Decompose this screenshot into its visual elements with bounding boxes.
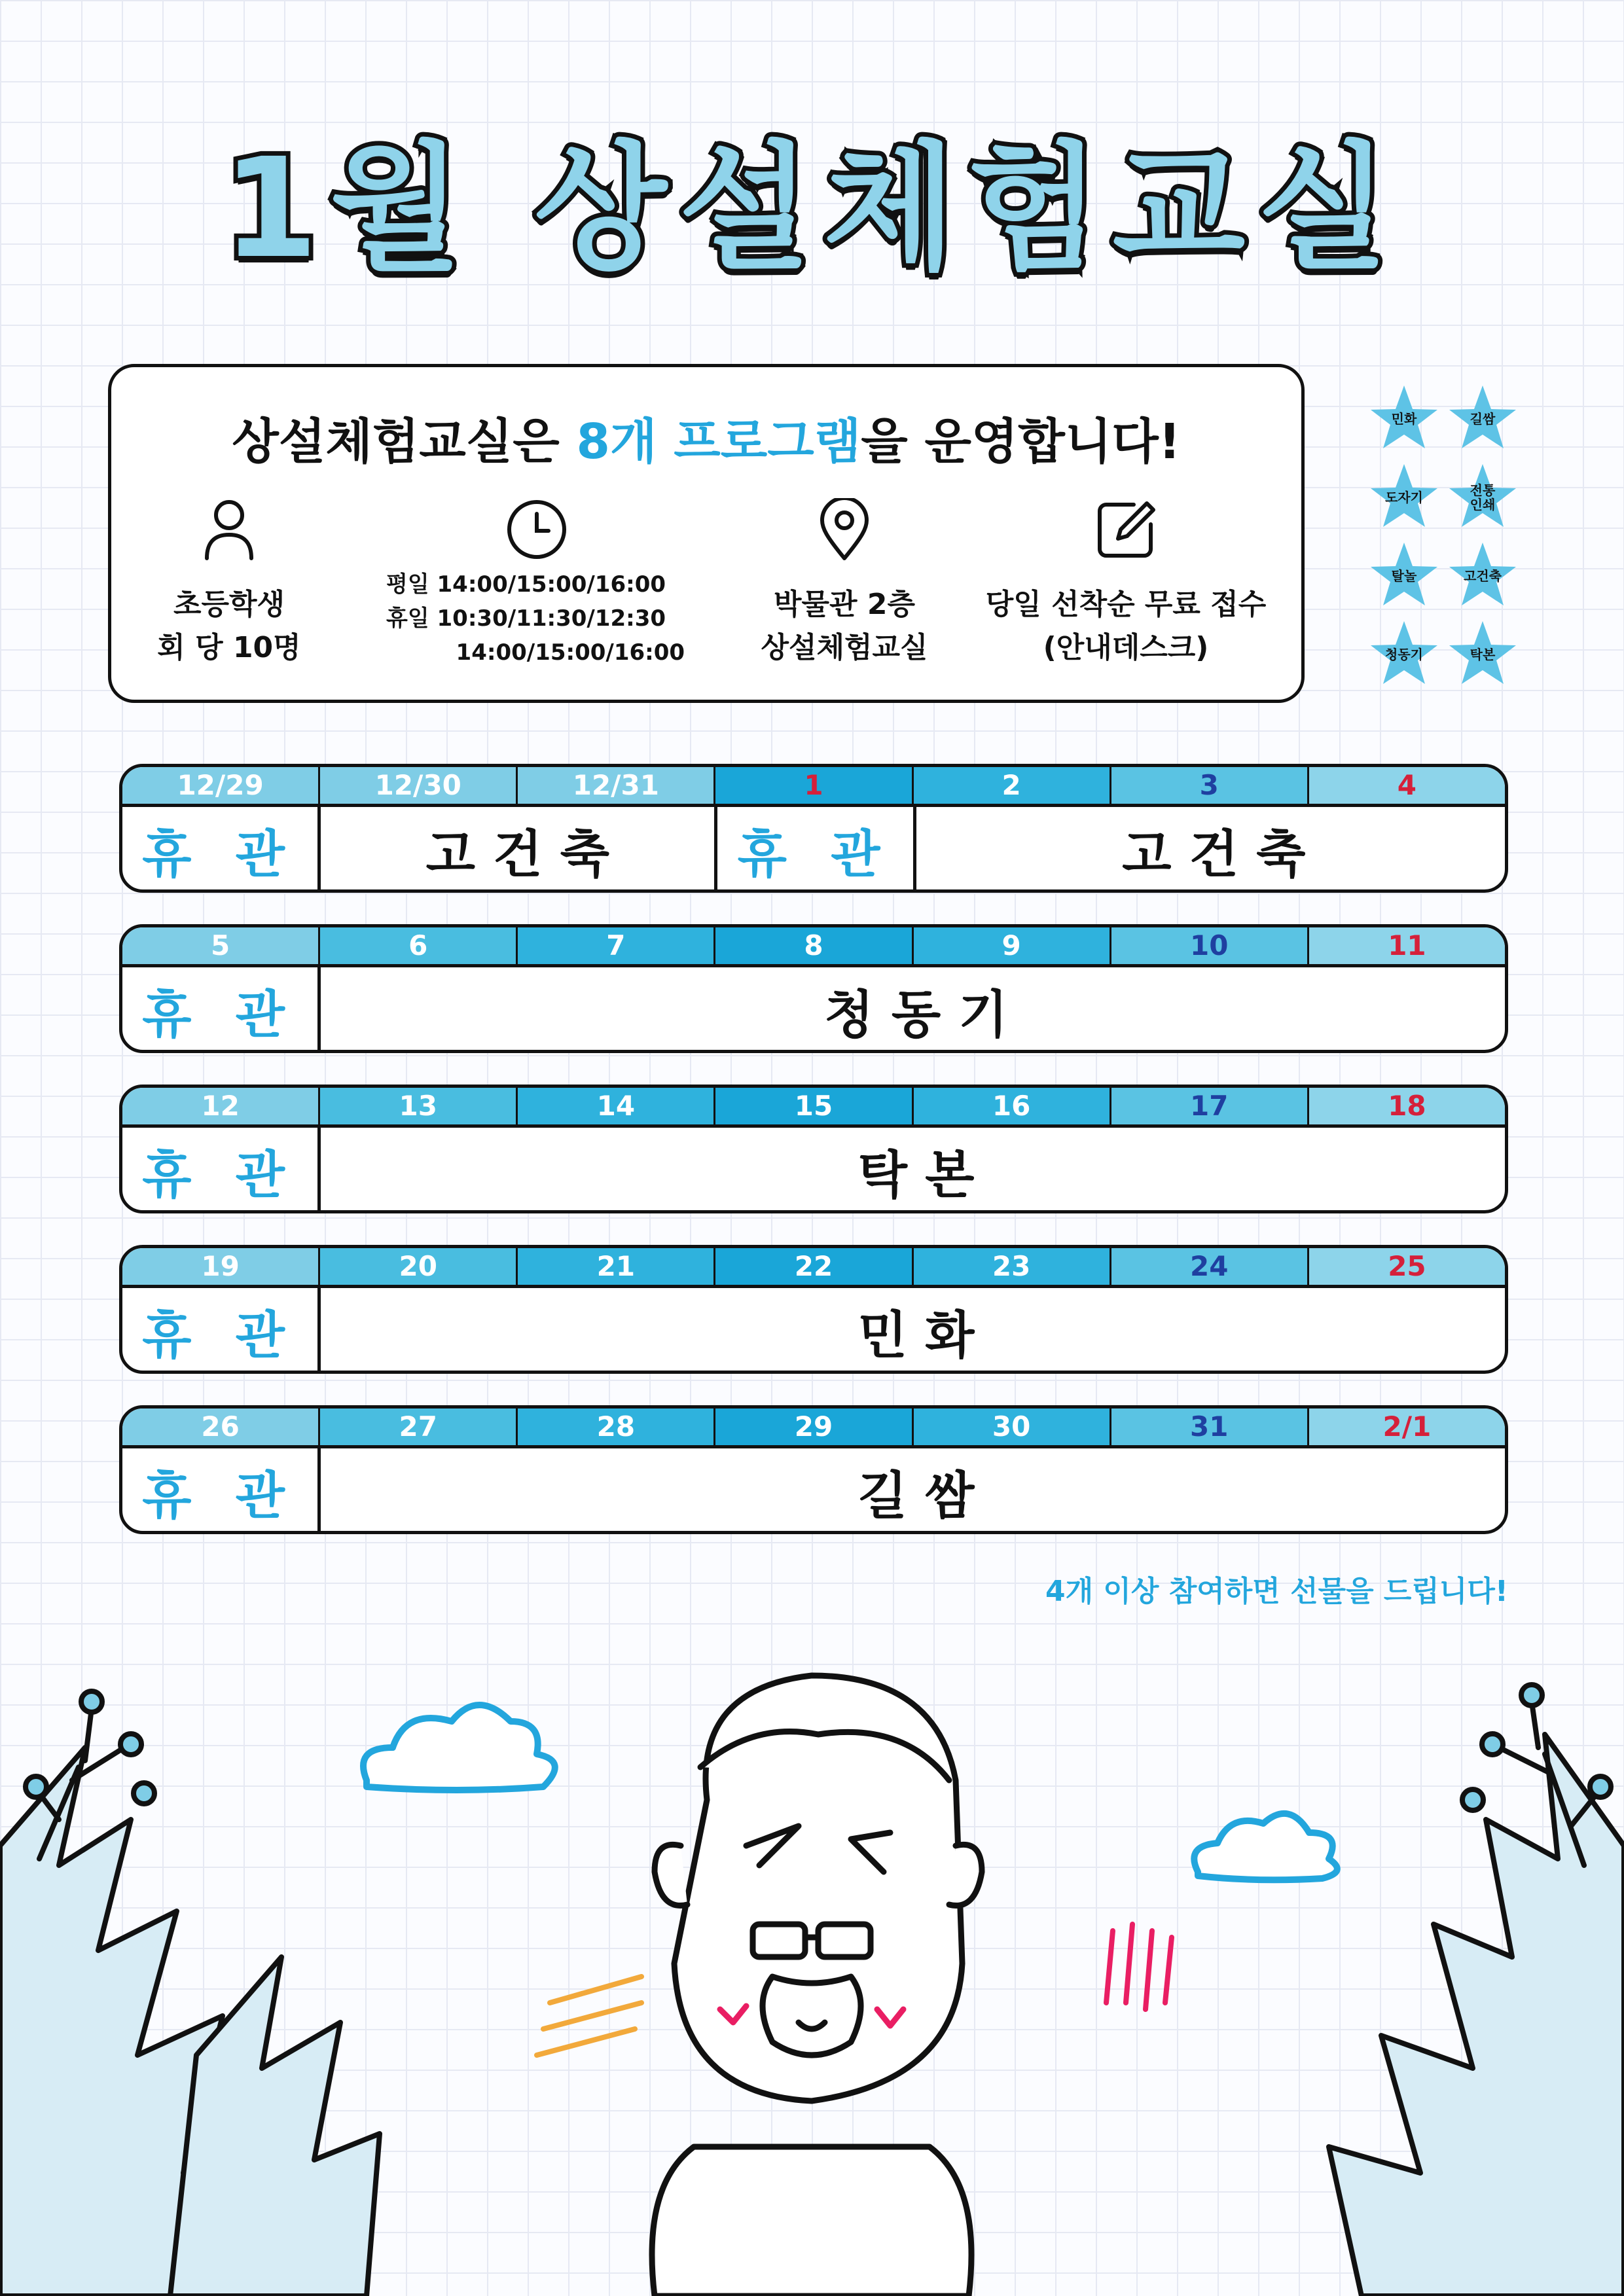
program-cell: 청 동 기 [824, 985, 1008, 1045]
info-place [720, 498, 969, 670]
place-line: 상설체험교실 [761, 631, 928, 664]
program-cell: 탁 본 [857, 1145, 975, 1205]
date-cell: 24 [1111, 1248, 1309, 1285]
date-cell: 10 [1111, 927, 1309, 964]
winter-illustration [0, 1649, 1624, 2296]
info-target [131, 498, 327, 670]
date-cell: 7 [518, 927, 715, 964]
date-cell: 8 [715, 927, 913, 964]
time-line: 평일 14:00/15:00/16:00 [386, 571, 666, 598]
program-star [1447, 383, 1519, 455]
program-star [1368, 619, 1440, 691]
location-pin-icon [818, 498, 871, 561]
date-cell: 20 [320, 1248, 518, 1285]
star-label: 길쌈 [1470, 411, 1496, 427]
program-row [122, 807, 1505, 893]
date-cell: 4 [1309, 767, 1505, 804]
star-label: 탁본 [1470, 647, 1496, 662]
date-cell: 17 [1111, 1088, 1309, 1124]
date-cell: 31 [1111, 1408, 1309, 1445]
time-line: 휴일 10:30/11:30/12:30 [386, 605, 666, 632]
time-line: 14:00/15:00/16:00 [386, 639, 685, 666]
date-cell: 12/31 [518, 767, 715, 804]
clock-icon [505, 498, 568, 561]
place-line: 박물관 2층 [774, 588, 915, 621]
motion-lines [1106, 1924, 1172, 2009]
signup-line: 당일 선착순 무료 접수 [985, 588, 1267, 621]
date-cell: 12/30 [320, 767, 518, 804]
date-cell: 6 [320, 927, 518, 964]
date-cell: 28 [518, 1408, 715, 1445]
program-row [122, 1128, 1505, 1213]
date-cell: 27 [320, 1408, 518, 1445]
star-label: 고건축 [1464, 568, 1502, 584]
date-cell: 16 [914, 1088, 1111, 1124]
info-box [108, 364, 1305, 703]
date-cell: 22 [715, 1248, 913, 1285]
headline-text: 상설체험교실은 [232, 414, 577, 470]
date-cell: 3 [1111, 767, 1309, 804]
info-signup [969, 498, 1283, 670]
closed-cell: 휴 관 [122, 1288, 321, 1374]
date-cell: 15 [715, 1088, 913, 1124]
star-label: 민화 [1391, 411, 1417, 427]
tree-icon [0, 1748, 380, 2296]
program-row [122, 967, 1505, 1053]
program-row [122, 1448, 1505, 1534]
character-illustration [652, 1676, 982, 2296]
date-cell: 1 [715, 767, 913, 804]
program-cell: 고 건 축 [321, 807, 717, 893]
date-cell: 2/1 [1309, 1408, 1505, 1445]
date-cell: 18 [1309, 1088, 1505, 1124]
calendar-week [119, 924, 1508, 1053]
date-header-row [122, 1088, 1505, 1128]
program-cell: 고 건 축 [1122, 825, 1306, 884]
date-header-row [122, 1248, 1505, 1288]
date-cell: 2 [914, 767, 1111, 804]
program-cell: 민 화 [857, 1306, 975, 1365]
date-cell: 21 [518, 1248, 715, 1285]
date-cell: 12/29 [122, 767, 320, 804]
date-cell: 25 [1309, 1248, 1505, 1285]
program-star [1368, 461, 1440, 533]
program-star [1368, 383, 1440, 455]
program-cell: 길 쌈 [857, 1466, 975, 1526]
gift-note: 4개 이상 참여하면 선물을 드립니다! [1045, 1575, 1508, 1608]
closed-cell: 휴 관 [122, 807, 321, 893]
date-header-row [122, 1408, 1505, 1448]
date-header-row [122, 927, 1505, 967]
headline-text-end: 을 운영합니다! [861, 414, 1181, 470]
person-icon [203, 498, 255, 561]
closed-cell: 휴 관 [122, 1448, 321, 1534]
cloud-icon [363, 1705, 555, 1790]
closed-cell: 휴 관 [122, 1128, 321, 1213]
closed-cell: 휴 관 [122, 967, 321, 1053]
program-star [1447, 461, 1519, 533]
program-star [1447, 540, 1519, 612]
date-cell: 26 [122, 1408, 320, 1445]
calendar-week [119, 764, 1508, 893]
program-row [122, 1288, 1505, 1374]
signup-line: (안내데스크) [1043, 631, 1209, 664]
date-cell: 9 [914, 927, 1111, 964]
star-label: 청동기 [1385, 647, 1423, 662]
motion-lines [537, 1977, 641, 2055]
headline-highlight: 8개 프로그램 [576, 414, 861, 470]
date-cell: 13 [320, 1088, 518, 1124]
date-cell: 5 [122, 927, 320, 964]
star-label: 전통 인쇄 [1470, 482, 1496, 512]
cloud-icon [1194, 1814, 1337, 1880]
date-cell: 12 [122, 1088, 320, 1124]
target-line: 초등학생 [173, 588, 285, 621]
calendar-week [119, 1085, 1508, 1213]
star-label: 도자기 [1385, 490, 1423, 505]
date-cell: 23 [914, 1248, 1111, 1285]
edit-icon [1094, 498, 1157, 561]
info-headline [111, 403, 1301, 473]
target-line: 회 당 10명 [157, 631, 301, 664]
page-title: 1월 상설체험교실 [222, 128, 1402, 289]
calendar-week [119, 1245, 1508, 1374]
closed-cell: 휴 관 [717, 807, 916, 893]
date-cell: 14 [518, 1088, 715, 1124]
info-time [386, 498, 687, 670]
date-header-row [122, 767, 1505, 807]
calendar-week [119, 1405, 1508, 1534]
date-cell: 30 [914, 1408, 1111, 1445]
star-label: 탈놀 [1391, 568, 1417, 584]
date-cell: 29 [715, 1408, 913, 1445]
program-star [1447, 619, 1519, 691]
date-cell: 19 [122, 1248, 320, 1285]
date-cell: 11 [1309, 927, 1505, 964]
program-star [1368, 540, 1440, 612]
